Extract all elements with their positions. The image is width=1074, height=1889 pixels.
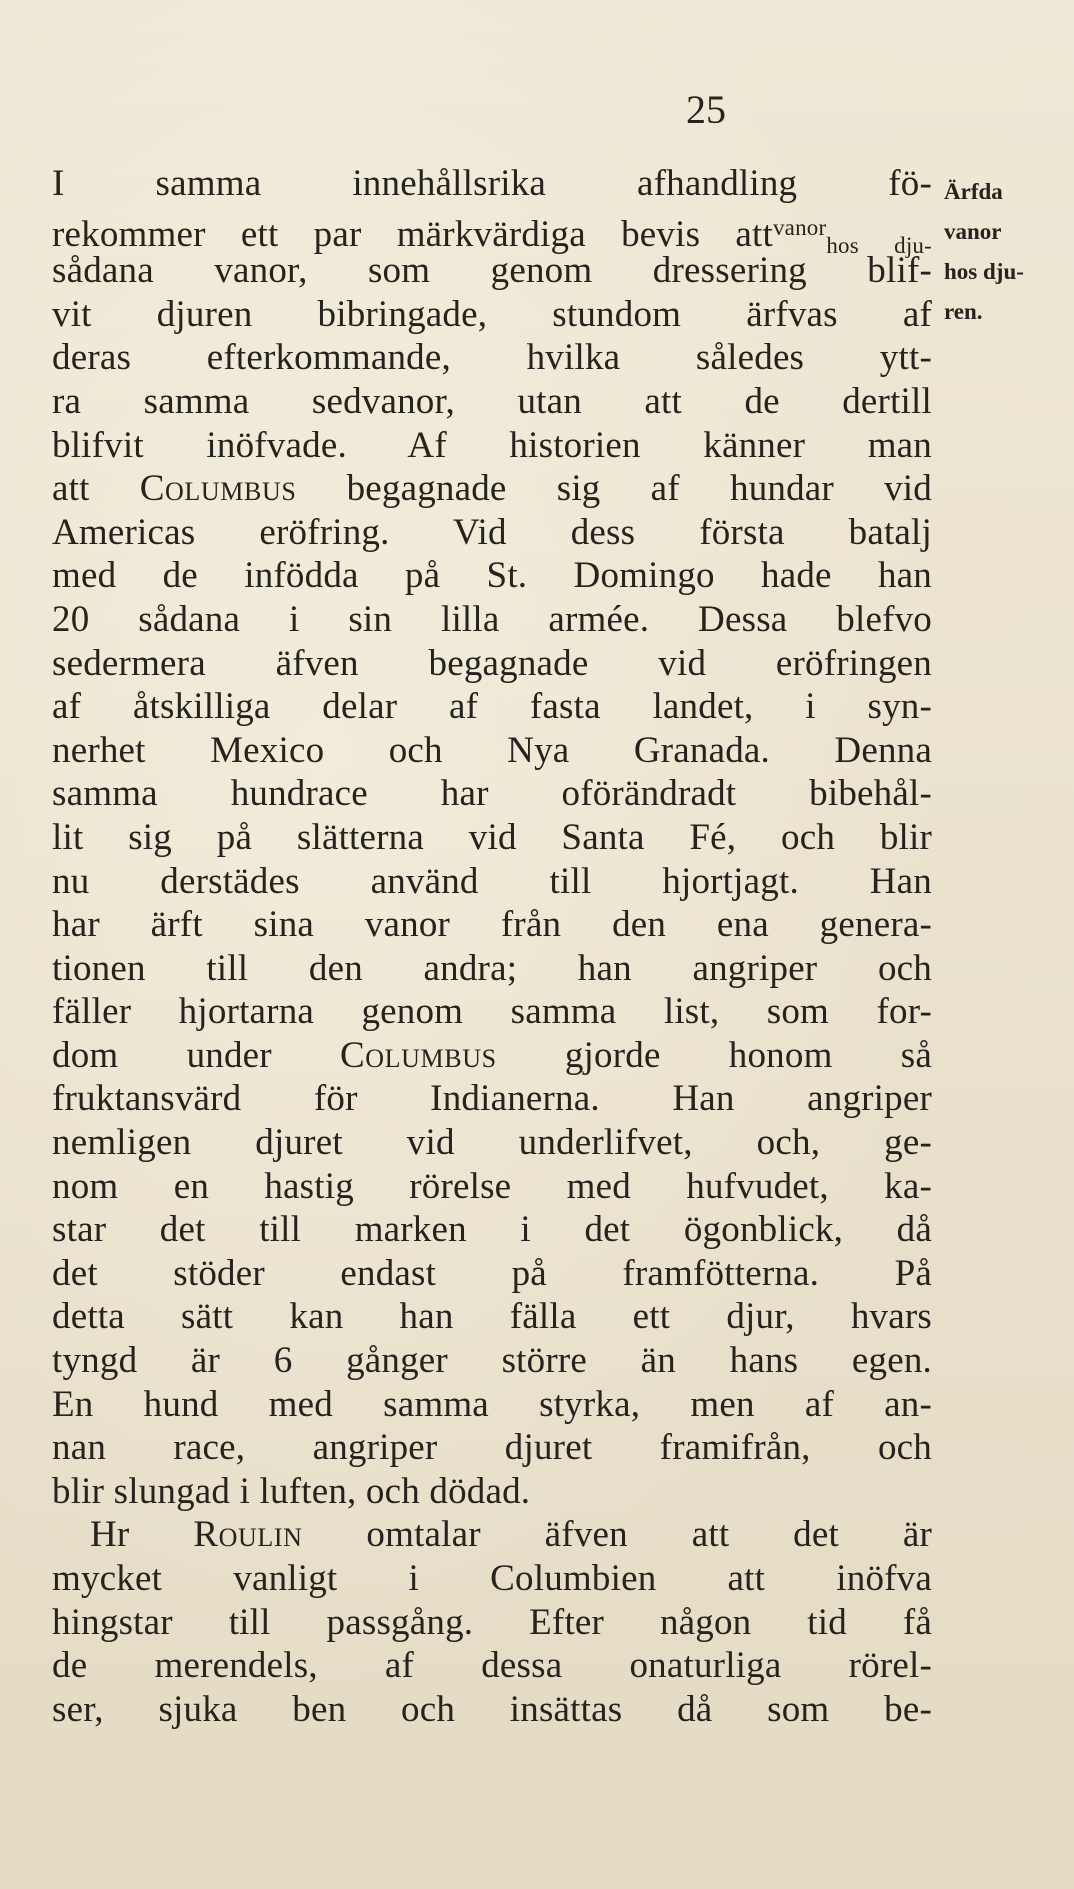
text-segment: gjorde honom så [564, 1034, 932, 1076]
inline-margin-word: vanor [772, 214, 827, 240]
text-line: blifvit inöfvade. Af historien känner man [52, 424, 932, 466]
text-line: blir slungad i luften, och dödad. [52, 1470, 531, 1512]
text-line [52, 1034, 932, 1078]
text-line: ser, sjuka ben och insättas då som be- [52, 1688, 932, 1730]
margin-note [944, 172, 1062, 332]
text-line: deras efterkommande, hvilka således ytt- [52, 337, 932, 379]
text-line: I samma innehållsrika afhandling fö- [52, 163, 932, 204]
text-line [52, 467, 932, 511]
text-line: fruktansvärd för Indianerna. Han angriper [52, 1078, 932, 1120]
text-line: hingstar till passgång. Efter någon tid få [52, 1601, 932, 1643]
text-segment: rekommer ett par märkvärdiga bevis att [52, 213, 773, 255]
text-segment: omtalar äfven att det är [366, 1514, 933, 1556]
text-line: ra samma sedvanor, utan att de dertill [52, 380, 932, 422]
text-segment: Hr [90, 1514, 130, 1556]
inline-margin-word: dju- [894, 232, 932, 258]
body-text [52, 162, 932, 1731]
text-line: det stöder endast på framfötterna. På [52, 1252, 932, 1294]
text-line: Americas eröfring. Vid dess första batalj [52, 511, 932, 553]
text-line: med de infödda på St. Domingo hade han [52, 555, 932, 597]
text-line: af åtskilliga delar af fasta landet, i syn- [52, 686, 932, 728]
text-line: har ärft sina vanor från den ena genera- [52, 904, 932, 946]
text-line: 20 sådana i sin lilla armée. Dessa blefvo [52, 598, 932, 640]
margin-note-line-2: vanor [944, 219, 1002, 244]
text-line: sådana vanor, som genom dressering blif- [52, 250, 932, 292]
text-line: tionen till den andra; han angriper och [52, 947, 932, 989]
text-line: samma hundrace har oförändradt bibehål- [52, 773, 932, 815]
page-number: 25 [686, 87, 726, 132]
text-line: mycket vanligt i Columbien att inöfva [52, 1558, 932, 1599]
text-line: nemligen djuret vid underlifvet, och, ge- [52, 1122, 932, 1164]
text-line: nan race, angriper djuret framifrån, och [52, 1427, 932, 1469]
margin-note-line-3: hos dju- [944, 259, 1024, 284]
text-segment: dom under [52, 1034, 272, 1076]
text-line: En hund med samma styrka, men af an- [52, 1383, 932, 1425]
text-line: de merendels, af dessa onaturliga rörel- [52, 1645, 932, 1687]
text-line: fäller hjortarna genom samma list, som for- [52, 991, 932, 1033]
text-line [52, 1513, 932, 1557]
text-line: lit sig på slätterna vid Santa Fé, och blir [52, 816, 932, 858]
text-segment: begagnade sig af hundar vid [346, 468, 932, 510]
inline-margin-word: hos [826, 232, 859, 258]
text-line: sedermera äfven begagnade vid eröfringen [52, 642, 932, 684]
margin-note-line-4: ren. [944, 299, 983, 324]
person-name: Columbus [340, 1034, 497, 1076]
text-line: nu derstädes använd till hjortjagt. Han [52, 860, 932, 902]
text-line: star det till marken i det ögonblick, då [52, 1209, 932, 1251]
text-line: nerhet Mexico och Nya Granada. Denna [52, 729, 932, 771]
text-line: nom en hastig rörelse med hufvudet, ka- [52, 1165, 932, 1207]
text-line: vit djuren bibringade, stundom ärfvas af [52, 293, 932, 335]
text-line: tyngd är 6 gånger större än hans egen. [52, 1340, 932, 1382]
text-segment: att [52, 468, 90, 510]
text-line: detta sätt kan han fälla ett djur, hvars [52, 1296, 932, 1338]
text-line [52, 206, 932, 258]
person-name: Roulin [193, 1514, 303, 1556]
margin-note-line-1: Ärfda [944, 179, 1003, 204]
person-name: Columbus [139, 468, 297, 510]
